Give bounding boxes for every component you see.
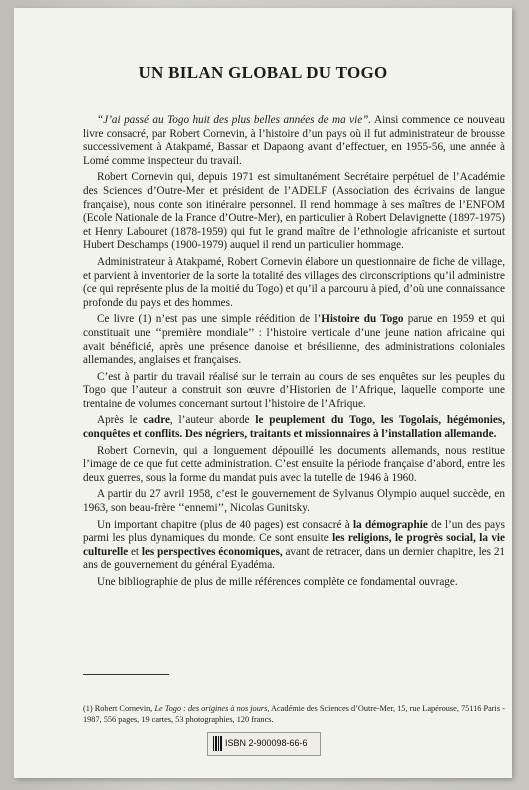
text-run: , l’auteur aborde: [169, 414, 256, 427]
text-run: avant de retracer, dans un dernier chapitre, les 21 ans de gouvernement du général Eyadéma.: [83, 545, 506, 572]
paragraph: [83, 576, 505, 590]
paragraph: [83, 519, 505, 573]
isbn-label: ISBN 2-900098-66-6: [225, 738, 308, 748]
footnote: [83, 703, 505, 725]
text-run: Une bibliographie de plus de mille références complète ce fondamental ouvrage.: [97, 576, 458, 588]
cover-title: UN BILAN GLOBAL DU TOGO: [138, 63, 388, 82]
text-run: la démographie: [353, 518, 428, 531]
text-run: Un important chapitre (plus de 40 pages) est consacré à: [97, 518, 354, 531]
paragraph: [83, 414, 505, 441]
text-run: Robert Cornevin qui, depuis 1971 est simultanément Secrétaire perpétuel de l’Académie des Sciences d’Outre-Mer et président de l’ADELF (Association des écrivains de langue française), nous conte son itinéraire personnel. Il rend hommage à ses maîtres de l’ENFOM (Ecole Nationale de la France d’Outre-Mer), en particulier à Robert Delavignette (1897-1975) et Henry Labouret (1878-1959) qui fut le grand maître de l’ethnologie africaniste et surtout Hubert Deschamps (1900-1979) auquel il rend un particulier hommage.: [83, 171, 505, 252]
paragraph: [83, 371, 505, 412]
barcode-icon: [213, 736, 223, 751]
text-run: Robert Cornevin, qui a longuement dépouillé les documents allemands, nous restitue l’image de ce que fut cette administration. C’est ensuite la période française d’abord, entre les deux guerres, sous la forme du mandat puis avec la tutelle de 1946 à 1960.: [83, 444, 505, 484]
text-run: Ce livre (1) n’est pas une simple réédition de l’: [97, 313, 322, 326]
text-run: cadre: [143, 414, 170, 427]
text-run: Ainsi commence ce nouveau livre consacré, par Robert Cornevin, à l’histoire d’un pays où il fut administrateur de brousse successivement à Atakpamé, Bassar et Dapaong avant d’effectuer, en 1955-56, une année à Lomé comme inspecteur du travail.: [83, 114, 505, 167]
text-run: C’est à partir du travail réalisé sur le terrain au cours de ses enquêtes sur les peuples du Togo que l’auteur a construit son œuvre d’Historien de l’Afrique, laquelle comporte une trentaine de volumes concernant surtout l’histoire de l’Afrique.: [83, 370, 505, 410]
text-run: les religions, le progrès social, la vie culturelle: [83, 532, 505, 558]
paragraph: [83, 114, 505, 168]
text-run: Académie des Sciences d’Outre-Mer, 15, rue Lapérouse, 75116 Paris - 1987, 556 pages, 19 cartes, 53 photographies, 120 francs.: [83, 704, 505, 724]
text-run: de l’un des pays parmi les plus dynamiques du monde. Ce sont ensuite: [83, 518, 505, 545]
paragraph: [83, 313, 505, 367]
paragraph: [83, 256, 505, 310]
blurb-text: [83, 114, 505, 593]
text-run: le peuplement du Togo, les Togolais, hégémonies, conquêtes et conflits. Des négriers, traitants et missionnaires à l’installation allemande.: [83, 414, 505, 441]
text-run: Histoire du Togo: [321, 313, 404, 326]
text-run: Après le: [97, 414, 144, 427]
text-run: A partir du 27 avril 1958, c’est le gouvernement de Sylvanus Olympio auquel succède, en 1963, son beau-frère ‘‘ennemi’’, Nicolas Gunitsky.: [83, 488, 505, 515]
text-run: Administrateur à Atakpamé, Robert Cornevin élabore un questionnaire de fiche de village, et parvient à inventorier de la sorte la totalité des villages des circonscriptions qu’il administre (ce qui représente plus de la moitié du Togo) et qu’il a parcouru à pied, d’où une connaissance profonde du pays et des hommes.: [83, 255, 505, 309]
text-run: parue en 1959 et qui constituait une ‘‘première mondiale’’ : l’histoire verticale d’une jeune nation africaine qui avait bénéficié, après une présence danoise et brésilienne, des administrations coloniales allemandes, anglaises et françaises.: [83, 313, 505, 367]
text-run: et: [128, 545, 142, 558]
book-back-cover: [14, 8, 512, 778]
paragraph: [83, 445, 505, 486]
paragraph: [83, 171, 505, 253]
footnote-separator: [83, 674, 169, 675]
isbn-sticker: [207, 732, 321, 756]
text-run: (1) Robert Cornevin,: [83, 704, 155, 713]
text-run: les perspectives économiques,: [141, 545, 283, 558]
paragraph: [83, 488, 505, 515]
text-run: “J’ai passé au Togo huit des plus belles années de ma vie”.: [97, 114, 372, 126]
text-run: Le Togo : des origines à nos jours,: [154, 704, 270, 713]
